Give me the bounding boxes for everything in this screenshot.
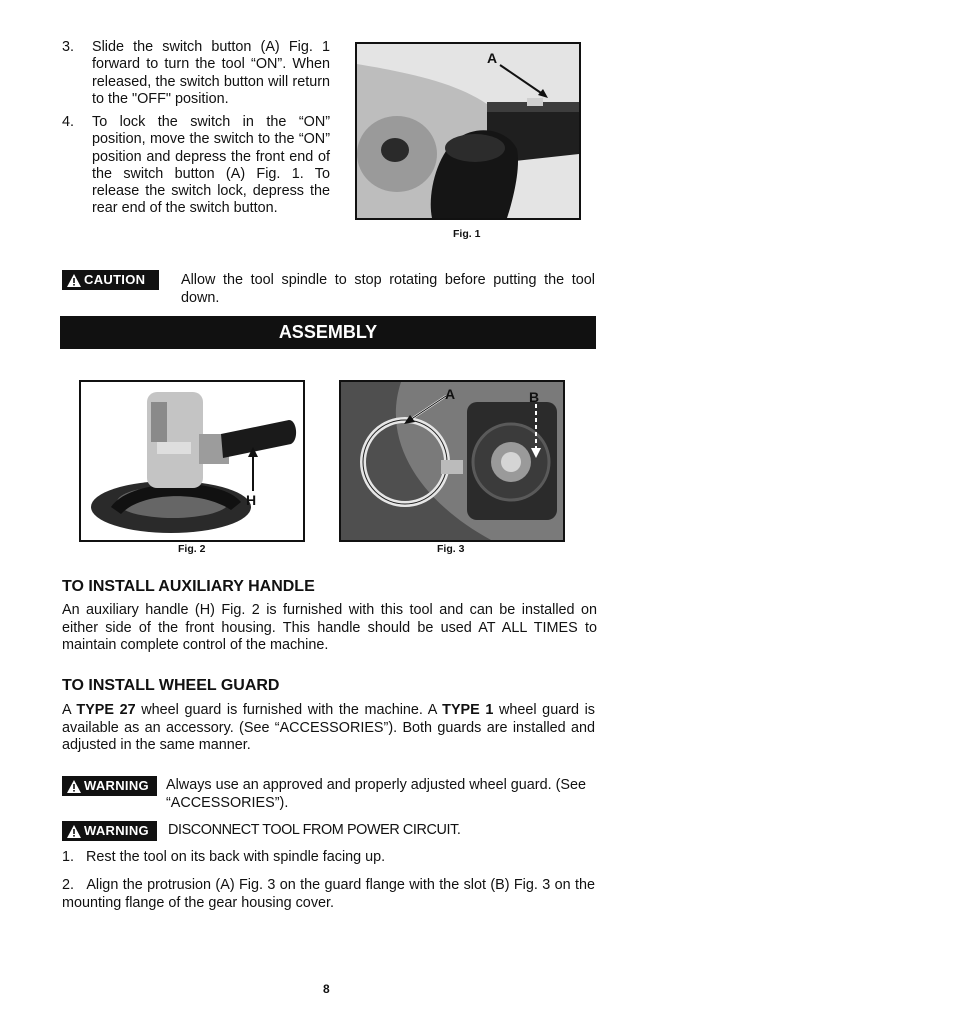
warning-badge [62, 821, 157, 841]
figure-caption: Fig. 2 [178, 543, 206, 555]
section-heading: TO INSTALL AUXILIARY HANDLE [62, 578, 315, 595]
section-title: ASSEMBLY [60, 316, 596, 349]
step-text: To lock the switch in the “ON” position, move the switch to the “ON” position and depress the front end of the switch button (A) Fig. 1. To release the switch lock, depress the rear end of the switch button. [92, 114, 330, 217]
warning-triangle-icon [67, 274, 81, 287]
warning-triangle-icon [67, 780, 81, 793]
section-heading: TO INSTALL WHEEL GUARD [62, 677, 280, 694]
badge-label: CAUTION [84, 272, 146, 287]
badge-label: WARNING [84, 823, 149, 838]
paragraph: An auxiliary handle (H) Fig. 2 is furnished with this tool and can be installed on either side of the front housing. This handle should be used AT ALL TIMES to maintain complete control of the machine. [62, 602, 597, 653]
step-3 [62, 39, 330, 111]
type-27-label: TYPE 27 [76, 702, 136, 718]
text-run: wheel guard is available as an accessory. (See “ACCESSORIES”). Both guards are installed and adjusted in the same manner. [62, 702, 595, 753]
badge-label: WARNING [84, 778, 149, 793]
caution-badge [62, 270, 159, 290]
step-number: 4. [62, 114, 75, 130]
page-number: 8 [323, 982, 330, 996]
text-run: A [62, 702, 77, 718]
caution-text: Allow the tool spindle to stop rotating before putting the tool down. [181, 272, 595, 306]
guard-step-2: 2. Align the protrusion (A) Fig. 3 on the guard flange with the slot (B) Fig. 3 on the mounting flange of the gear housing cover. [62, 877, 599, 911]
figure-caption: Fig. 3 [437, 543, 465, 555]
step-text: Slide the switch button (A) Fig. 1 forward to turn the tool “ON”. When released, the switch button will return to the "OFF" position. [92, 39, 330, 107]
guard-step-1: 1. Rest the tool on its back with spindle facing up. [62, 849, 386, 865]
callout-b: B [529, 389, 540, 405]
callout-dashed-line [530, 402, 542, 462]
callout-arrow [494, 55, 554, 101]
warning-badge [62, 776, 157, 796]
warning-triangle-icon [67, 825, 81, 838]
callout-a: A [445, 386, 456, 402]
callout-arrow [245, 447, 261, 493]
step-4 [62, 114, 330, 239]
callout-a: A [487, 50, 498, 66]
figure-2-image [79, 380, 305, 542]
step-number: 3. [62, 39, 75, 55]
warning-text: Always use an approved and properly adjusted wheel guard. (See “ACCESSORIES”). [166, 777, 586, 811]
type-1-label: TYPE 1 [442, 702, 494, 718]
callout-h: H [246, 492, 257, 508]
paragraph [62, 702, 595, 755]
grinder-with-handle-illustration [81, 382, 303, 540]
text-run: wheel guard is furnished with the machine. A [135, 702, 443, 718]
figure-caption: Fig. 1 [453, 228, 481, 240]
warning-text: DISCONNECT TOOL FROM POWER CIRCUIT. [168, 822, 461, 838]
